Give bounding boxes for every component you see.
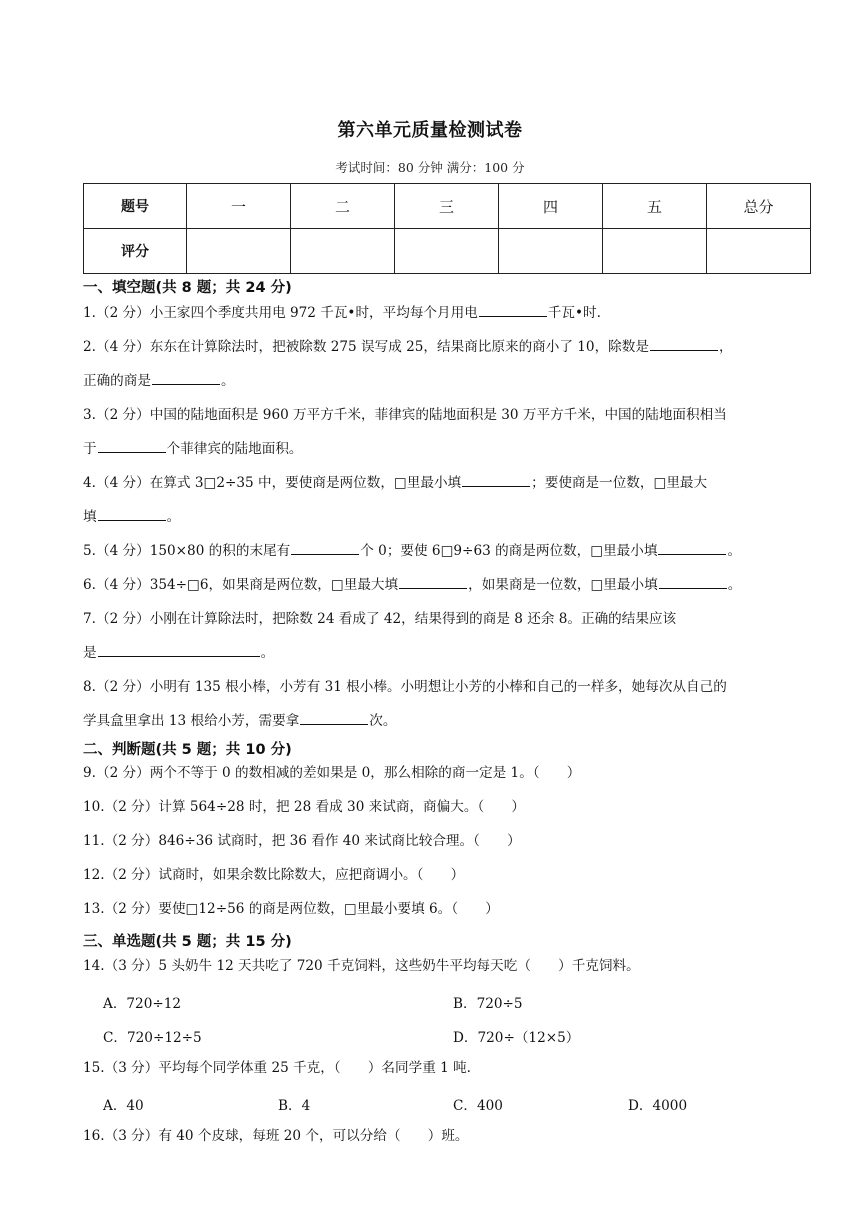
question-16: 16.（3 分）有 40 个皮球，每班 20 个，可以分给（ ）班。 xyxy=(83,1128,469,1144)
question-12: 12.（2 分）试商时，如果余数比除数大，应把商调小。（ ） xyxy=(83,867,465,883)
column-header: 总分 xyxy=(707,184,811,229)
question-11: 11.（2 分）846÷36 试商时，把 36 看作 40 来试商比较合理。（ ） xyxy=(83,833,521,849)
exam-info: 考试时间：80 分钟 满分：100 分 xyxy=(335,160,525,175)
question-3-line-2: 于 个菲律宾的陆地面积。 xyxy=(83,432,813,466)
question-15: 15.（3 分）平均每个同学体重 25 千克，（ ）名同学重 1 吨. xyxy=(83,1060,471,1076)
row-label-question-number: 题号 xyxy=(84,184,187,229)
answer-blank[interactable] xyxy=(462,472,530,487)
column-header: 二 xyxy=(291,184,395,229)
option-a[interactable]: A．40 xyxy=(103,1098,144,1114)
question-5: 5.（4 分）150×80 的积的末尾有 个 0；要使 6□9÷63 的商是两位数，□里最小填 。 xyxy=(83,534,813,568)
option-c[interactable]: C．400 xyxy=(453,1098,503,1114)
page-title: 第六单元质量检测试卷 xyxy=(337,120,523,141)
answer-blank[interactable] xyxy=(98,642,260,657)
column-header: 四 xyxy=(499,184,603,229)
answer-blank[interactable] xyxy=(152,370,220,385)
score-table-header-row xyxy=(84,184,811,229)
score-cell[interactable] xyxy=(603,229,707,274)
score-cell[interactable] xyxy=(707,229,811,274)
answer-blank[interactable] xyxy=(650,336,718,351)
answer-blank[interactable] xyxy=(300,710,368,725)
section-heading-multiple-choice: 三、单选题(共 5 题；共 15 分) xyxy=(83,934,292,950)
answer-blank[interactable] xyxy=(98,506,166,521)
score-cell[interactable] xyxy=(395,229,499,274)
option-d[interactable]: D．720÷（12×5） xyxy=(453,1030,580,1046)
question-4-line-2: 填 。 xyxy=(83,500,813,534)
option-c[interactable]: C．720÷12÷5 xyxy=(103,1030,202,1046)
option-b[interactable]: B．720÷5 xyxy=(453,996,523,1012)
answer-blank[interactable] xyxy=(291,540,359,555)
score-table-score-row xyxy=(84,229,811,274)
question-1: 1.（2 分）小王家四个季度共用电 972 千瓦•时，平均每个月用电 千瓦•时. xyxy=(83,296,813,330)
question-6: 6.（4 分）354÷□6，如果商是两位数，□里最大填 ，如果商是一位数，□里最小填 。 xyxy=(83,568,813,602)
score-cell[interactable] xyxy=(499,229,603,274)
question-7: 7.（2 分）小刚在计算除法时，把除数 24 看成了 42，结果得到的商是 8 还余 8。正确的结果应该 xyxy=(83,611,677,627)
question-8-line-2: 学具盒里拿出 13 根给小芳，需要拿 次。 xyxy=(83,704,813,738)
option-a[interactable]: A．720÷12 xyxy=(103,996,182,1012)
option-d[interactable]: D．4000 xyxy=(628,1098,688,1114)
section-heading-fill-in: 一、填空题(共 8 题；共 24 分) xyxy=(83,280,292,296)
score-cell[interactable] xyxy=(187,229,291,274)
question-14: 14.（3 分）5 头奶牛 12 天共吃了 720 千克饲料，这些奶牛平均每天吃（ ）千克饲料。 xyxy=(83,958,640,974)
score-table xyxy=(83,183,811,274)
answer-blank[interactable] xyxy=(479,302,547,317)
question-2: 2.（4 分）东东在计算除法时，把被除数 275 误写成 25，结果商比原来的商小了 10，除数是 ， xyxy=(83,330,813,364)
score-cell[interactable] xyxy=(291,229,395,274)
section-heading-true-false: 二、判断题(共 5 题；共 10 分) xyxy=(83,742,292,758)
question-4: 4.（4 分）在算式 3□2÷35 中，要使商是两位数，□里最小填 ；要使商是一位数，□里最大 xyxy=(83,466,813,500)
column-header: 五 xyxy=(603,184,707,229)
question-9: 9.（2 分）两个不等于 0 的数相减的差如果是 0，那么相除的商一定是 1。（ ） xyxy=(83,765,581,781)
question-7-line-2: 是 。 xyxy=(83,636,813,670)
answer-blank[interactable] xyxy=(399,574,467,589)
question-3: 3.（2 分）中国的陆地面积是 960 万平方千米，菲律宾的陆地面积是 30 万平方千米，中国的陆地面积相当 xyxy=(83,407,727,423)
question-8: 8.（2 分）小明有 135 根小棒，小芳有 31 根小棒。小明想让小芳的小棒和自己的一样多，她每次从自己的 xyxy=(83,679,727,695)
answer-blank[interactable] xyxy=(658,540,726,555)
option-b[interactable]: B．4 xyxy=(278,1098,311,1114)
answer-blank[interactable] xyxy=(98,438,166,453)
question-2-line-2: 正确的商是 。 xyxy=(83,364,813,398)
question-10: 10.（2 分）计算 564÷28 时，把 28 看成 30 来试商，商偏大。（ ） xyxy=(83,799,526,815)
answer-blank[interactable] xyxy=(659,574,727,589)
column-header: 三 xyxy=(395,184,499,229)
question-13: 13.（2 分）要使□12÷56 的商是两位数，□里最小要填 6。（ ） xyxy=(83,901,499,917)
column-header: 一 xyxy=(187,184,291,229)
row-label-score: 评分 xyxy=(84,229,187,274)
